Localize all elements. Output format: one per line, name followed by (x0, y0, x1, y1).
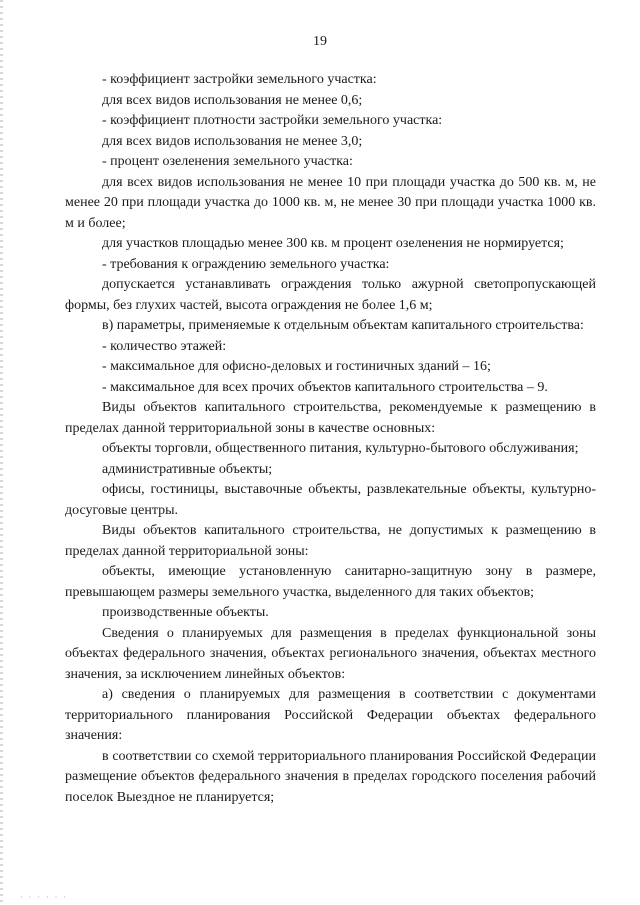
paragraph-14: Виды объектов капитального строительства, рекомендуемые к размещению в пределах данной территориальной зоны в качестве основных: (65, 400, 596, 436)
paragraph-18: Виды объектов капитального строительства, не допустимых к размещению в пределах данной территориальной зоны: (65, 523, 596, 559)
paragraph-21: Сведения о планируемых для размещения в пределах функциональной зоны объектах федерального значения, объектах регионального значения, объектах местного значения, за исключением линейных объектов: (65, 625, 596, 682)
paragraph-23: в соответствии со схемой территориального планирования Российской Федерации размещение объектов федерального значения в пределах городского поселения рабочий поселок Выездное не планируется; (65, 748, 596, 805)
paragraph-3: - коэффициент плотности застройки земельного участка: (102, 113, 443, 128)
paragraph-15: объекты торговли, общественного питания, культурно-бытового обслуживания; (102, 441, 579, 456)
page-number: 19 (313, 34, 327, 49)
paragraph-6: для всех видов использования не менее 10 при площади участка до 500 кв. м, не менее 20 при площади участка до 1000 кв. м, не менее 30 при площади участка 1000 кв. м и более; (65, 174, 596, 231)
paragraph-16: административные объекты; (102, 461, 273, 477)
paragraph-1: - коэффициент застройки земельного участка: (102, 72, 377, 87)
paragraph-4: для всех видов использования не менее 3,0; (102, 133, 363, 149)
paragraph-10: в) параметры, применяемые к отдельным объектам капитального строительства: (102, 318, 584, 333)
paragraph-11: - количество этажей: (102, 338, 227, 354)
document-body (65, 70, 596, 808)
paragraph-8: - требования к ограждению земельного участка: (102, 256, 390, 272)
scan-edge (0, 0, 3, 905)
paragraph-22: а) сведения о планируемых для размещения в соответствии с документами территориального планирования Российской Федерации объектах федерального значения: (65, 687, 596, 743)
paragraph-20: производственные объекты. (102, 605, 269, 620)
paragraph-2: для всех видов использования не менее 0,6; (102, 92, 363, 108)
paragraph-17: офисы, гостиницы, выставочные объекты, развлекательные объекты, культурно-досуговые центры. (65, 482, 596, 518)
paragraph-5: - процент озеленения земельного участка: (102, 154, 353, 169)
paragraph-13: - максимальное для всех прочих объектов капитального строительства – 9. (102, 379, 548, 395)
paragraph-12: - максимальное для офисно-деловых и гостиничных зданий – 16; (102, 359, 491, 374)
paragraph-7: для участков площадью менее 300 кв. м процент озеленения не нормируется; (102, 236, 564, 251)
paragraph-19: объекты, имеющие установленную санитарно-защитную зону в размере, превышающем размеры земельного участка, выделенного для таких объектов; (65, 564, 596, 600)
paragraph-9: допускается устанавливать ограждения только ажурной светопропускающей формы, без глухих частей, высота ограждения не более 1,6 м; (65, 277, 596, 313)
scan-artifact: · · · · · · (20, 893, 68, 902)
